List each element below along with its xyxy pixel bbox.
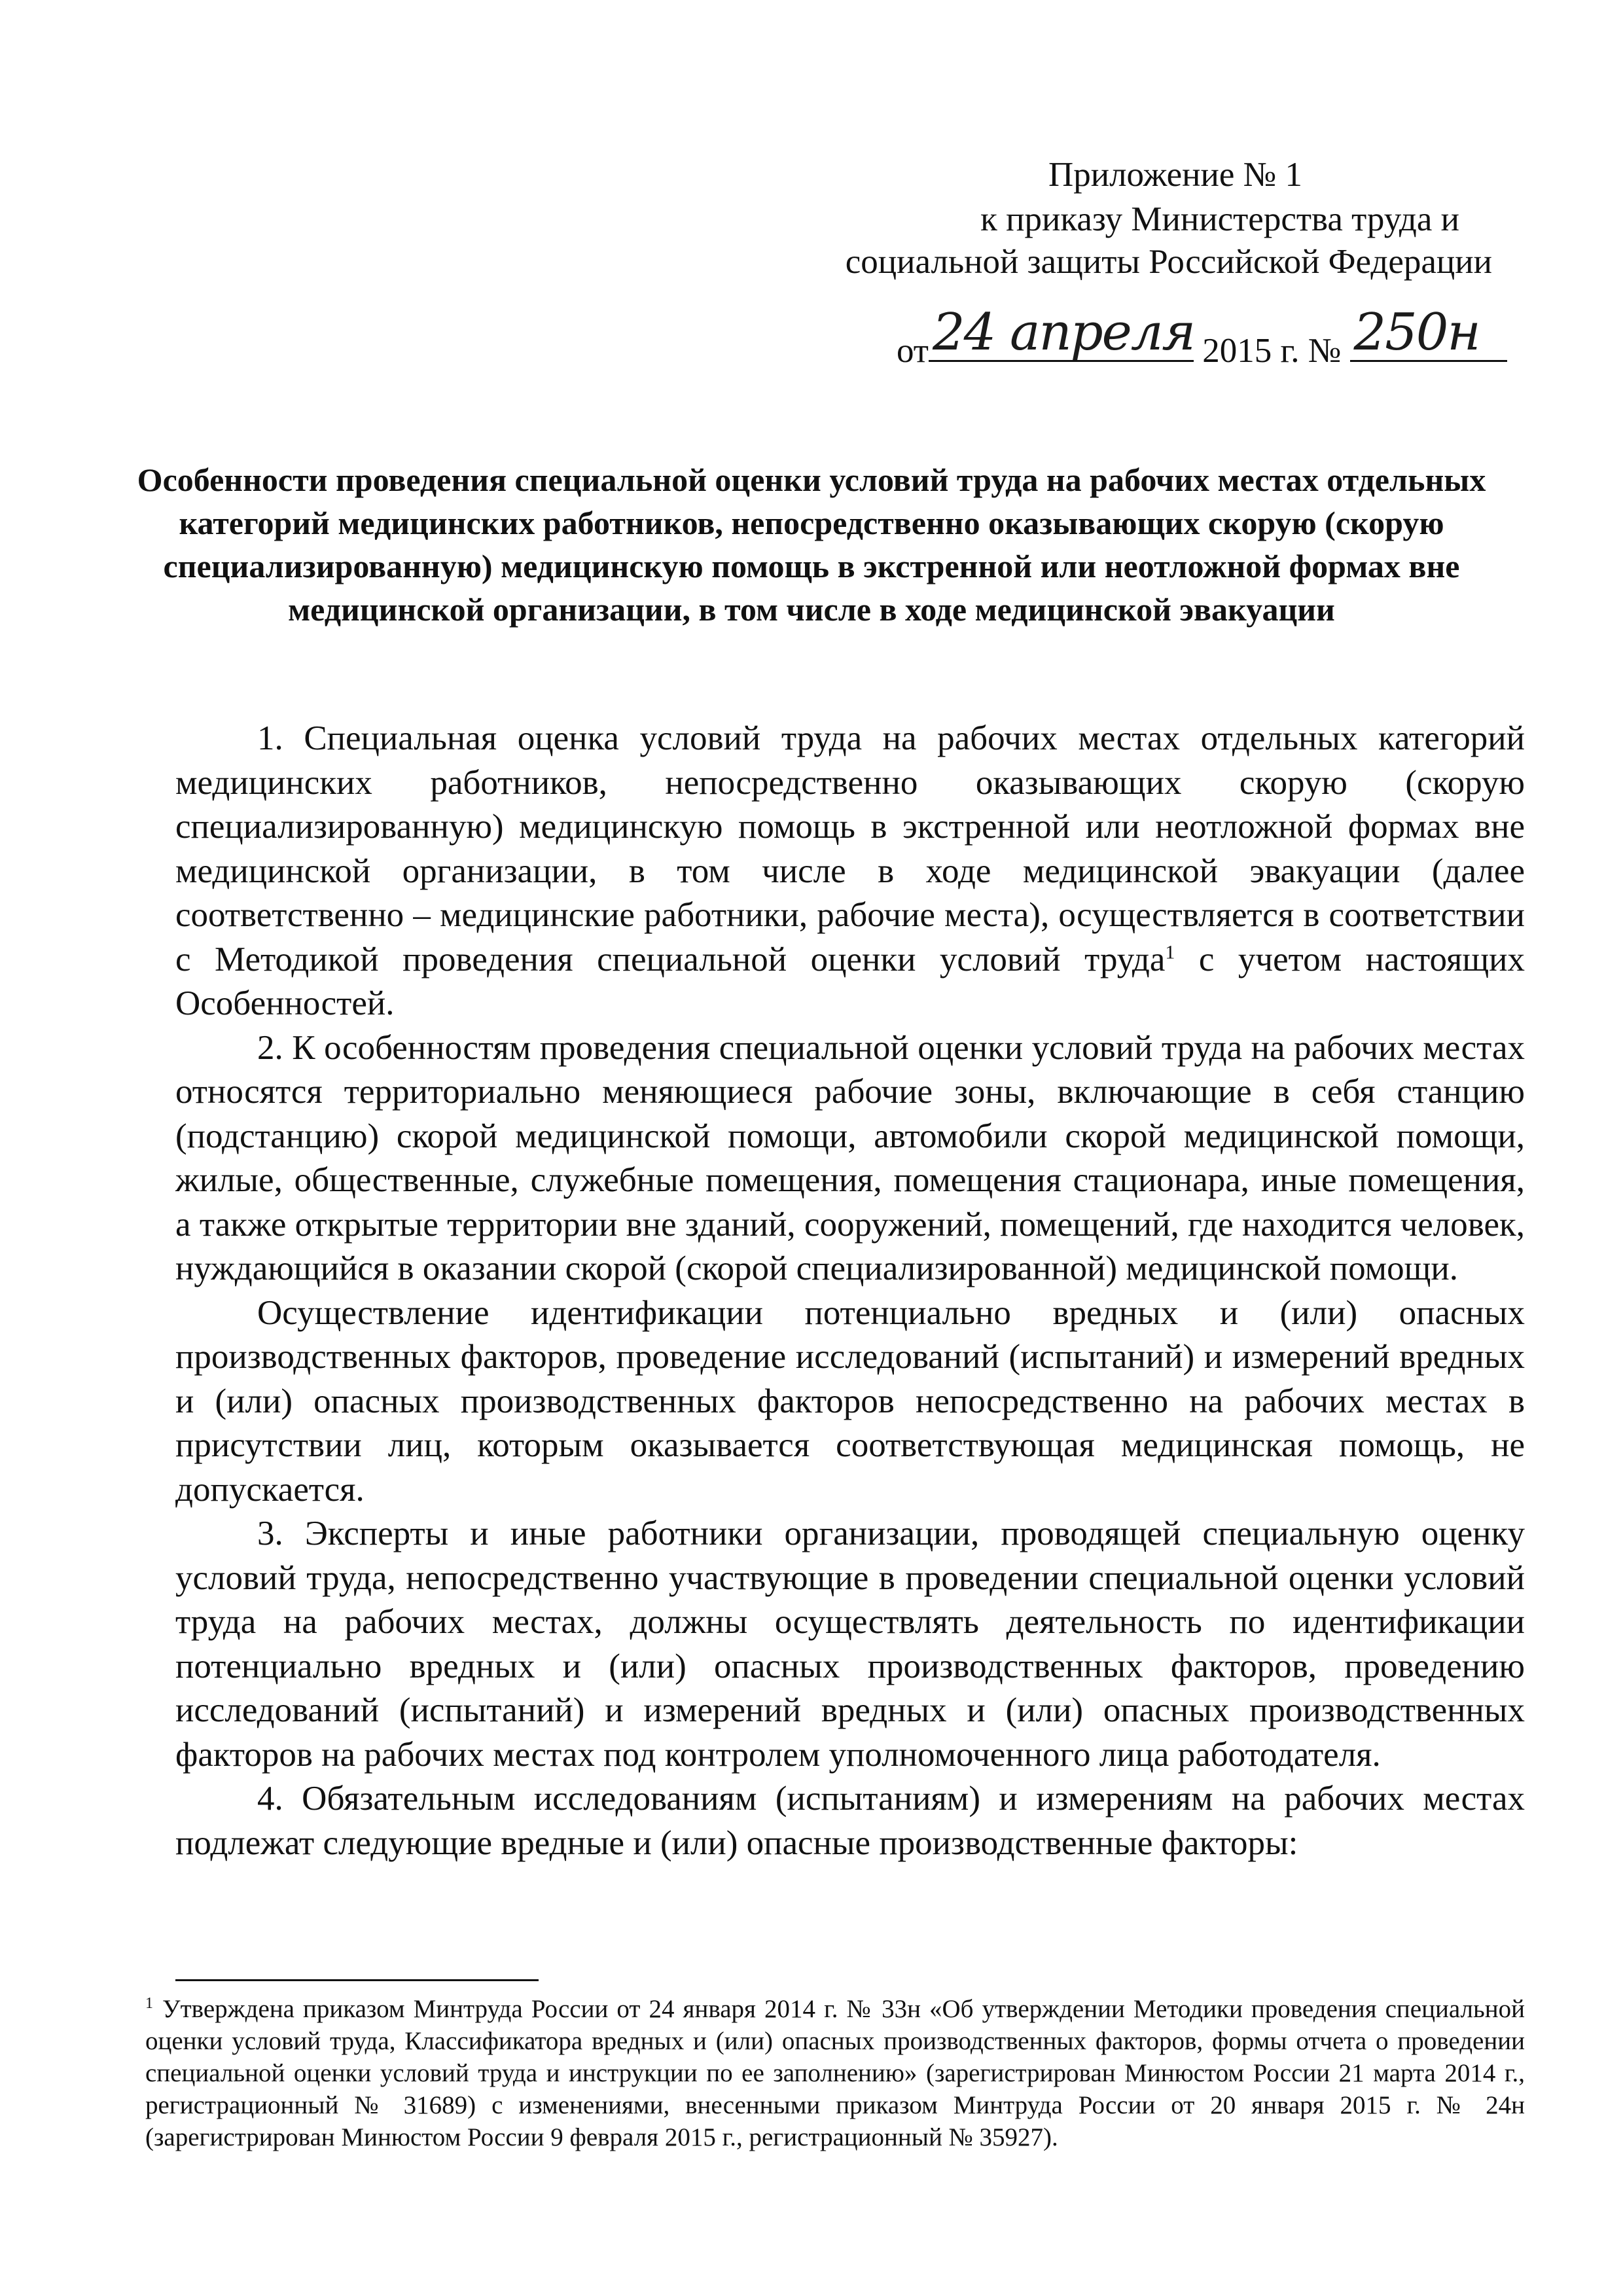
order-year: 2015 г. №	[1202, 332, 1342, 370]
paragraph-2: 2. К особенностям проведения специальной оценки условий труда на рабочих местах относятся территориально меняющиеся рабочие зоны, включающие в себя станцию (подстанцию) скорой медицинской помощи, автомобили скорой медицинской помощи, жилые, общественные, служебные помещения, помещения стационара, иные помещения, а также открытые территории вне зданий, сооружений, помещений, где находится человек, нуждающийся в оказании скорой (скорой специализированной) медицинской помощи.	[175, 1028, 1525, 1287]
order-date-blank	[929, 303, 1195, 362]
document-title: Особенности проведения специальной оценки условий труда на рабочих местах отдельных категорий медицинских работников, непосредственно оказывающих скорую (скорую специализированную) медицинскую помощь в экстренной или неотложной формах вне медицинской организации, в том числе в ходе медицинской эвакуации	[137, 461, 1486, 628]
paragraph-3: Осуществление идентификации потенциально вредных и (или) опасных производственных факторов, проведение исследований (испытаний) и измерений вредных и (или) опасных производственных факторов непосредственно на рабочих местах в присутствии лиц, которым оказывается соответствующая медицинская помощь, не допускается.	[175, 1293, 1525, 1509]
order-date-handwritten: 24 апреля	[932, 303, 1195, 362]
paragraph-4: 3. Эксперты и иные работники организации, проводящей специальную оценку условий труда, непосредственно участвующие в проведении специальной оценки условий труда на рабочих местах, должны осуществлять деятельность по идентификации потенциально вредных и (или) опасных производственных факторов, проведению исследований (испытаний) и измерений вредных и (или) опасных производственных факторов на рабочих местах под контролем уполномоченного лица работодателя.	[175, 1515, 1525, 1774]
order-prefix: от	[897, 332, 929, 370]
paragraph-5: 4. Обязательным исследованиям (испытаниям) и измерениям на рабочих местах подлежат следующие вредные и (или) опасные производственные факторы:	[175, 1780, 1525, 1862]
appendix-heading: Приложение № 1	[1048, 156, 1302, 194]
footnote-divider	[175, 1979, 539, 1981]
footnote	[145, 1993, 1525, 2153]
paragraph-1-text: 1. Специальная оценка условий труда на рабочих местах отдельных категорий медицинских работников, непосредственно оказывающих скорую (скорую специализированную) медицинскую помощь в экстренной или неотложной формах вне медицинской организации, в том числе в ходе медицинской эвакуации (далее соответственно – медицинские работники, рабочие места), осуществляется в соответствии с Методикой проведения специальной оценки условий труда	[175, 719, 1525, 978]
appendix-ministry: социальной защиты Российской Федерации	[845, 243, 1492, 281]
order-number-blank	[1350, 303, 1507, 362]
order-date-number-line	[897, 303, 1518, 378]
paragraph-1	[175, 717, 1525, 1026]
footnote-text: Утверждена приказом Минтруда России от 24 января 2014 г. № 33н «Об утверждении Методики проведения специальной оценки условий труда, Классификатора вредных и (или) опасных производственных факторов, формы отчета о проведении специальной оценки условий труда и инструкции по ее заполнению» (зарегистрирован Минюстом России 21 марта 2014 г., регистрационный № 31689) с изменениями, внесенными приказом Минтруда России от 20 января 2015 г. № 24н (зарегистрирован Минюстом России 9 февраля 2015 г., регистрационный № 35927).	[145, 1995, 1525, 2151]
order-number-handwritten: 250н	[1353, 303, 1480, 362]
footnote-reference: 1	[1165, 941, 1175, 963]
document-body	[175, 717, 1525, 1865]
paragraph-1-tail: с учетом настоящих Особенностей.	[175, 940, 1525, 1022]
appendix-order-ref: к приказу Министерства труда и	[980, 200, 1459, 238]
footnote-mark: 1	[145, 1995, 153, 2012]
